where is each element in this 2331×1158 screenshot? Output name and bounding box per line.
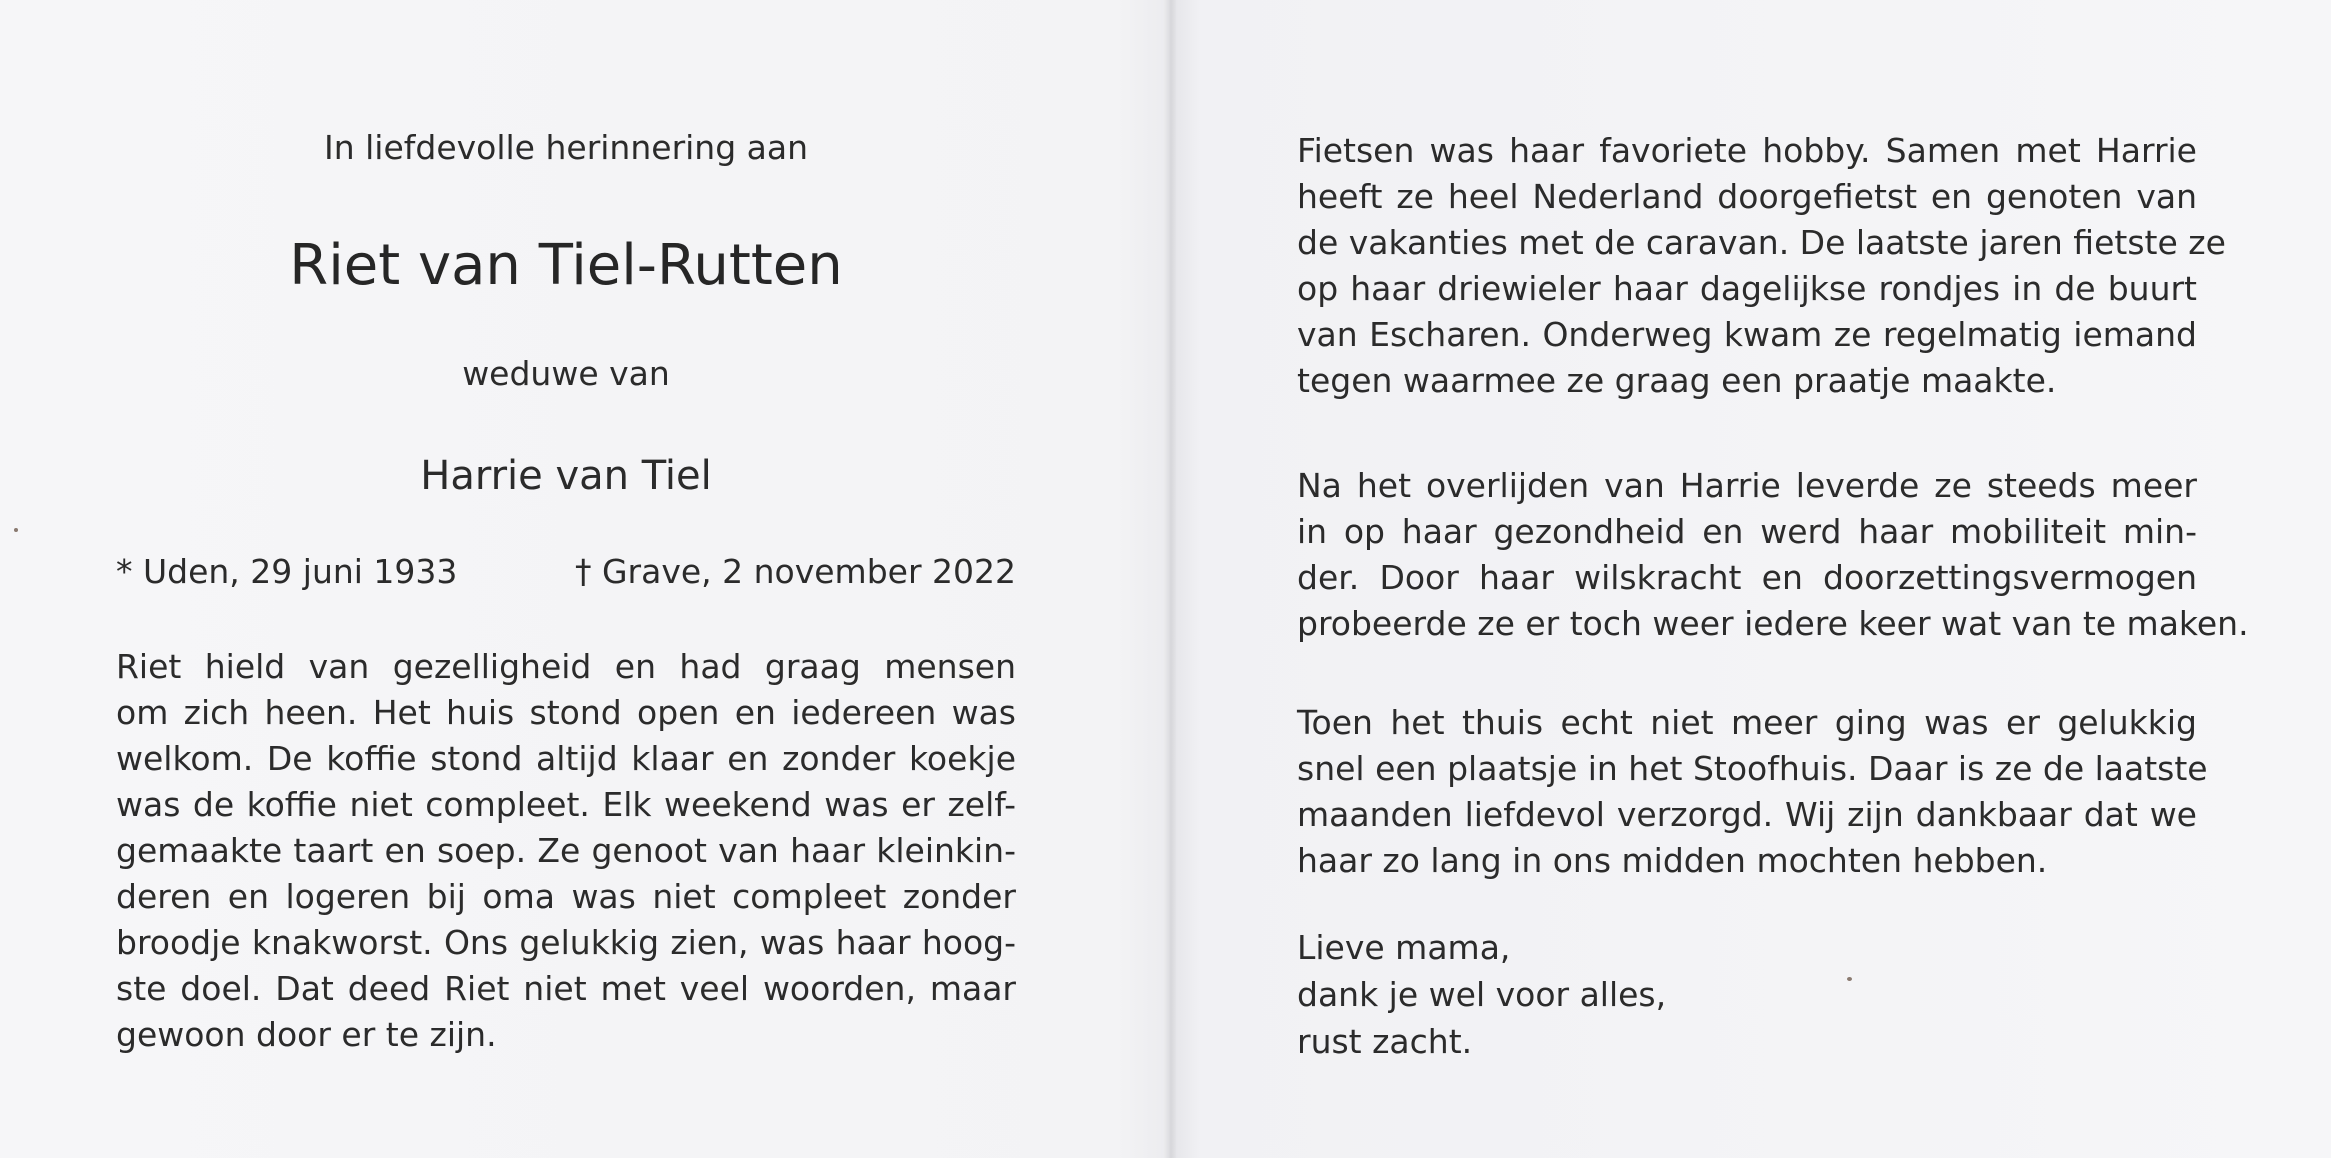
closing-words <box>1297 924 1897 1065</box>
closing-line: Lieve mama, <box>1297 928 1511 967</box>
paragraph-line: heeft ze heel Nederland doorgefietst en genoten van <box>1297 177 2197 216</box>
paragraph-line: gewoon door er te zijn. <box>116 1015 497 1054</box>
paper-speck <box>14 528 18 532</box>
paragraph-line: van Escharen. Onderweg kwam ze regelmatig iemand <box>1297 315 2197 354</box>
paper-speck <box>1847 977 1852 981</box>
death-info: † Grave, 2 november 2022 <box>574 552 1016 591</box>
paragraph-line: gemaakte taart en soep. Ze genoot van haar kleinkin- <box>116 831 1016 870</box>
paragraph-line: broodje knakworst. Ons gelukkig zien, was haar hoog- <box>116 923 1016 962</box>
closing-line: dank je wel voor alles, <box>1297 975 1667 1014</box>
paragraph-line: op haar driewieler haar dagelijkse rondjes in de buurt <box>1297 269 2197 308</box>
left-page <box>0 0 1163 1158</box>
paragraph-line: welkom. De koffie stond altijd klaar en zonder koekje <box>116 739 1016 778</box>
right-page <box>1177 0 2331 1158</box>
paragraph-line: Toen het thuis echt niet meer ging was er gelukkig <box>1297 703 2197 742</box>
intro-text: In liefdevolle herinnering aan <box>323 128 809 167</box>
dates-row <box>116 548 1016 598</box>
paragraph-line: in op haar gezondheid en werd haar mobiliteit min- <box>1297 512 2197 551</box>
paragraph-line: maanden liefdevol verzorgd. Wij zijn dankbaar dat we <box>1297 795 2197 834</box>
birth-info: * Uden, 29 juni 1933 <box>116 552 458 591</box>
paragraph-line: Riet hield van gezelligheid en had graag mensen <box>116 647 1016 686</box>
biography-paragraph <box>116 644 1016 1058</box>
closing-line: rust zacht. <box>1297 1022 1473 1061</box>
paragraph-line: haar zo lang in ons midden mochten hebben. <box>1297 841 2048 880</box>
husband-name: Harrie van Tiel <box>420 453 712 499</box>
widow-of-text: weduwe van <box>462 354 670 393</box>
paragraph-line: Fietsen was haar favoriete hobby. Samen met Harrie <box>1297 131 2197 170</box>
deceased-name: Riet van Tiel-Rutten <box>289 233 843 298</box>
paragraph-line: de vakanties met de caravan. De laatste jaren fietste ze <box>1297 223 2226 262</box>
paragraph-line: was de koffie niet compleet. Elk weekend was er zelf- <box>116 785 1016 824</box>
paragraph-line: om zich heen. Het huis stond open en iedereen was <box>116 693 1016 732</box>
care-paragraph <box>1297 700 2208 884</box>
hobby-paragraph <box>1297 128 2226 404</box>
paragraph-line: der. Door haar wilskracht en doorzettingsvermogen <box>1297 558 2197 597</box>
health-paragraph <box>1297 463 2249 647</box>
paragraph-line: deren en logeren bij oma was niet compleet zonder <box>116 877 1016 916</box>
card-fold <box>1163 0 1177 1158</box>
paragraph-line: probeerde ze er toch weer iedere keer wat van te maken. <box>1297 604 2249 643</box>
paragraph-line: tegen waarmee ze graag een praatje maakte. <box>1297 361 2057 400</box>
paragraph-line: Na het overlijden van Harrie leverde ze steeds meer <box>1297 466 2197 505</box>
paragraph-line: ste doel. Dat deed Riet niet met veel woorden, maar <box>116 969 1016 1008</box>
paragraph-line: snel een plaatsje in het Stoofhuis. Daar is ze de laatste <box>1297 749 2208 788</box>
